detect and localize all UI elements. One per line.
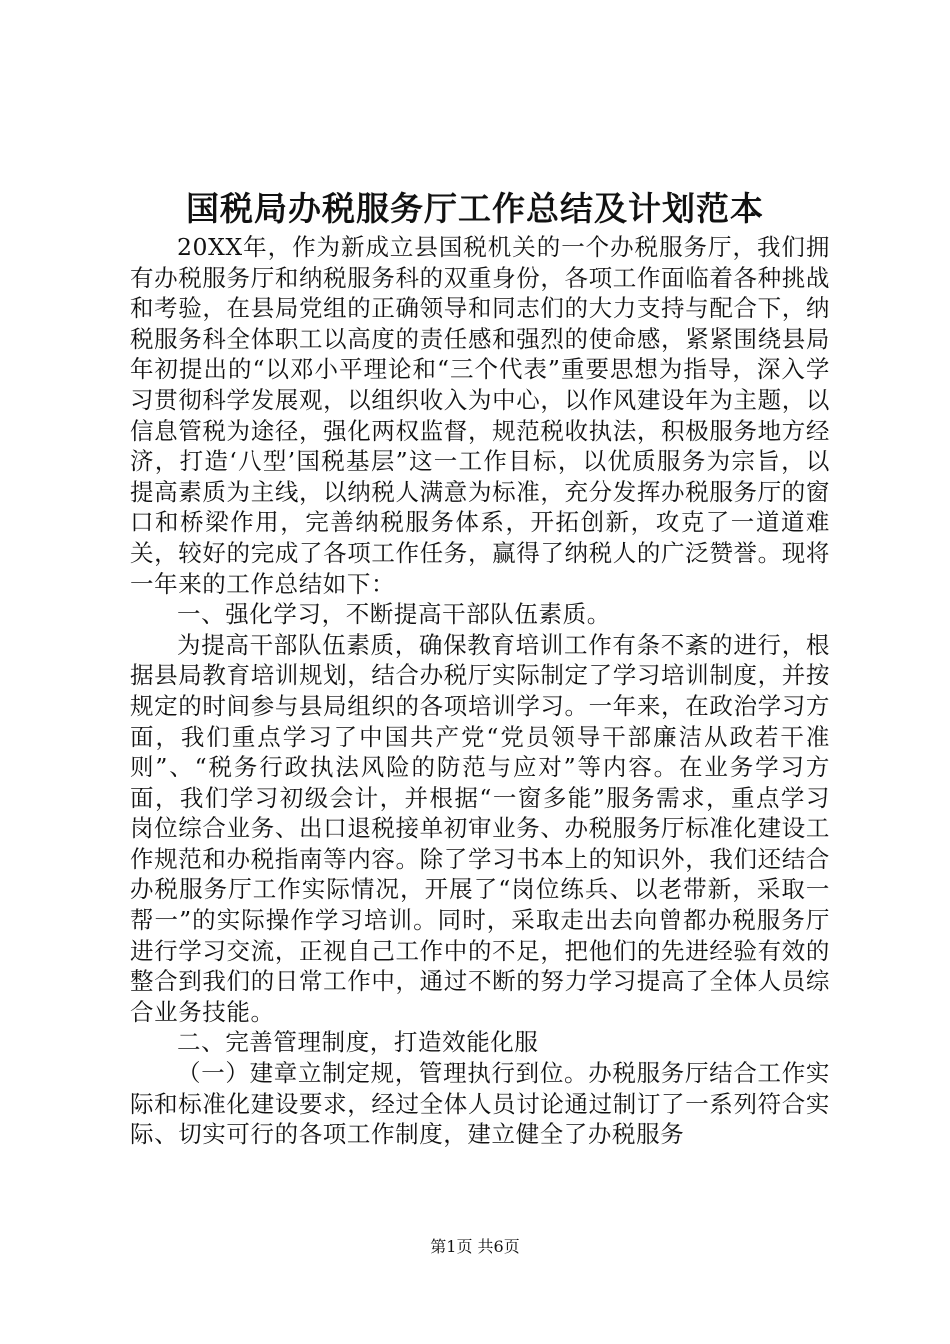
- paragraph-rules: （一）建章立制定规，管理执行到位。办税服务厅结合工作实际和标准化建设要求，经过全体人员讨论通过制订了一系列符合实际、切实可行的各项工作制度，建立健全了办税服务: [130, 1059, 830, 1149]
- section-heading-2: 二、完善管理制度，打造效能化服: [177, 1028, 539, 1057]
- section-heading-1: 一、强化学习，不断提高干部队伍素质。: [177, 600, 611, 629]
- paragraph-intro: 20XX年，作为新成立县国税机关的一个办税服务厅，我们拥有办税服务厅和纳税服务科的双重身份，各项工作面临着各种挑战和考验，在县局党组的正确领导和同志们的大力支持与配合下，纳税服务科全体职工以高度的责任感和强烈的使命感，紧紧围绕县局年初提出的“以邓小平理论和“三个代表”重要思想为指导，深入学习贯彻科学发展观，以组织收入为中心，以作风建设年为主题，以信息管税为途径，强化两权监督，规范税收执法，积极服务地方经济，打造‘八型’国税基层”这一工作目标，以优质服务为宗旨，以提高素质为主线，以纳税人满意为标准，充分发挥办税服务厅的窗口和桥梁作用，完善纳税服务体系，开拓创新，攻克了一道道难关，较好的完成了各项工作任务，赢得了纳税人的广泛赞誉。现将一年来的工作总结如下：: [130, 233, 830, 598]
- page-footer: 第1页 共6页: [430, 1237, 520, 1256]
- document-body: [130, 232, 830, 1150]
- document-title: 国税局办税服务厅工作总结及计划范本: [186, 189, 764, 228]
- paragraph-study: 为提高干部队伍素质，确保教育培训工作有条不紊的进行，根据县局教育培训规划，结合办税厅实际制定了学习培训制度，并按规定的时间参与县局组织的各项培训学习。一年来，在政治学习方面，我们重点学习了中国共产党“党员领导干部廉洁从政若干准则”、“税务行政执法风险的防范与应对”等内容。在业务学习方面，我们学习初级会计，并根据“一窗多能”服务需求，重点学习岗位综合业务、出口退税接单初审业务、办税服务厅标准化建设工作规范和办税指南等内容。除了学习书本上的知识外，我们还结合办税服务厅工作实际情况，开展了“岗位练兵、以老带新，采取一帮一”的实际操作学习培训。同时，采取走出去向曾都办税服务厅进行学习交流，正视自己工作中的不足，把他们的先进经验有效的整合到我们的日常工作中，通过不断的努力学习提高了全体人员综合业务技能。: [130, 630, 830, 1026]
